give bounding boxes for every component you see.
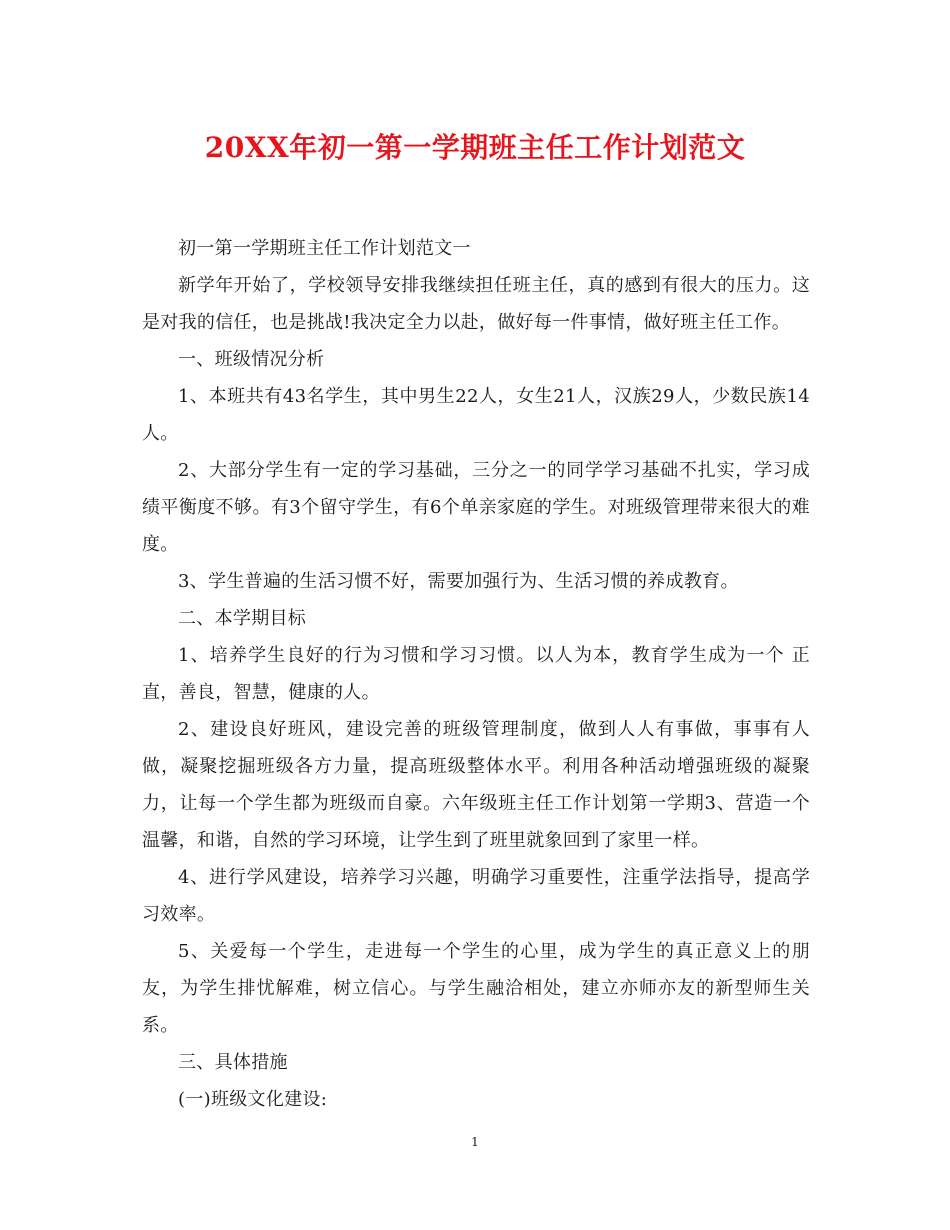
paragraph: 5、关爱每一个学生，走进每一个学生的心里，成为学生的真正意义上的朋友，为学生排忧解难，树立信心。与学生融洽相处，建立亦师亦友的新型师生关系。 [142,941,810,1036]
paragraph: 2、建设良好班风，建设完善的班级管理制度，做到人人有事做，事事有人做，凝聚挖掘班级各方力量，提高班级整体水平。利用各种活动增强班级的凝聚力，让每一个学生都为班级而自豪。六年级班主任工作计划第一学期3、营造一个温馨，和谐，自然的学习环境，让学生到了班里就象回到了家里一样。 [142,719,810,851]
paragraph: 1、培养学生良好的行为习惯和学习习惯。以人为本，教育学生成为一个 正直，善良，智慧，健康的人。 [142,645,810,703]
paragraph: 2、大部分学生有一定的学习基础，三分之一的同学学习基础不扎实，学习成绩平衡度不够。有3个留守学生，有6个单亲家庭的学生。对班级管理带来很大的难度。 [142,460,810,555]
paragraph: 1、本班共有43名学生，其中男生22人，女生21人，汉族29人，少数民族14人。 [142,386,810,444]
section-heading: 三、具体措施 [178,1052,288,1073]
document-body [142,230,810,1118]
page-number: 1 [471,1135,479,1149]
paragraph: 3、学生普遍的生活习惯不好，需要加强行为、生活习惯的养成教育。 [178,571,739,592]
paragraph: 初一第一学期班主任工作计划范文一 [178,238,471,259]
section-heading: 二、本学期目标 [178,608,307,629]
paragraph: 新学年开始了，学校领导安排我继续担任班主任，真的感到有很大的压力。这是对我的信任，也是挑战!我决定全力以赴，做好每一件事情，做好班主任工作。 [142,275,810,333]
section-heading: 一、班级情况分析 [178,349,325,370]
document-title: 20XX年初一第一学期班主任工作计划范文 [204,131,746,164]
paragraph: 4、进行学风建设，培养学习兴趣，明确学习重要性，注重学法指导，提高学习效率。 [142,867,810,925]
subsection-heading: (一)班级文化建设: [178,1089,328,1110]
